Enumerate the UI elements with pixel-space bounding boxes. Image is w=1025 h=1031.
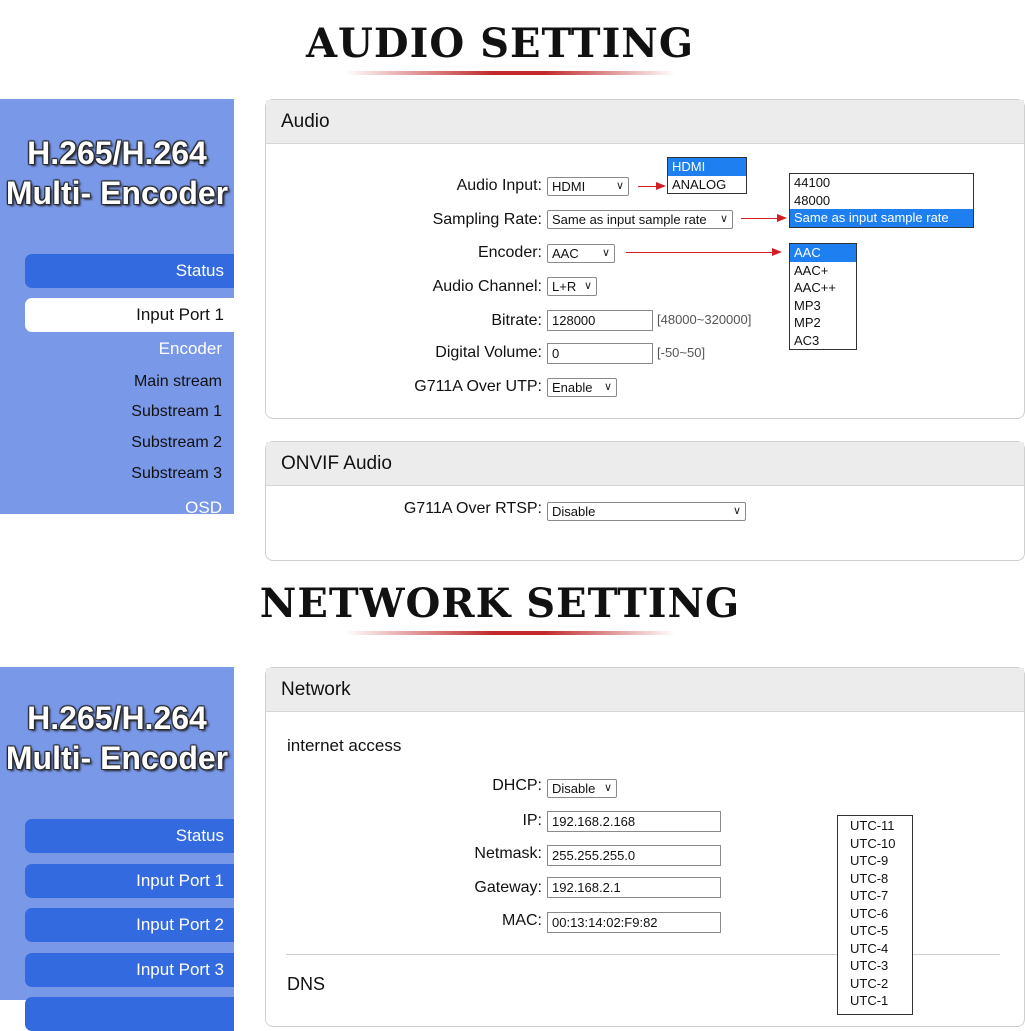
encoder-label: Encoder:	[477, 244, 542, 261]
option-utc-minus-8[interactable]: UTC-8	[850, 870, 889, 886]
network-setting-heading: NETWORK SETTING	[259, 580, 741, 627]
bitrate-input[interactable]: 128000	[547, 310, 653, 331]
dhcp-label: DHCP:	[492, 777, 542, 794]
sampling-rate-select[interactable]: Same as input sample rate ∨	[547, 210, 733, 229]
onvif-audio-title: ONVIF Audio	[266, 442, 1024, 486]
chevron-down-icon: ∨	[603, 381, 612, 393]
nav-substream-3[interactable]: Substream 3	[131, 465, 222, 482]
nav-status[interactable]: Status	[25, 254, 234, 288]
audio-input-label: Audio Input:	[456, 177, 542, 194]
digital-volume-range-hint: [-50~50]	[657, 345, 706, 360]
nav-input-port-2[interactable]: Input Port 2	[25, 908, 234, 942]
option-aac-plus[interactable]: AAC+	[794, 262, 829, 278]
audio-panel	[0, 99, 1000, 519]
g711a-utp-label: G711A Over UTP:	[414, 378, 542, 395]
nav-input-port-3[interactable]: Input Port 3	[25, 953, 234, 987]
audio-channel-select[interactable]: L+R ∨	[547, 277, 597, 296]
nav-main-stream[interactable]: Main stream	[133, 373, 222, 390]
brand-line-1: H.265/H.264	[27, 135, 207, 171]
option-utc-minus-2[interactable]: UTC-2	[850, 975, 889, 991]
nav-next-item[interactable]	[25, 997, 234, 1031]
netmask-input[interactable]: 255.255.255.0	[547, 845, 721, 866]
option-utc-minus-7[interactable]: UTC-7	[850, 888, 889, 903]
sidebar	[0, 667, 234, 1000]
nav-encoder[interactable]: Encoder	[158, 339, 222, 358]
digital-volume-input[interactable]: 0	[547, 343, 653, 364]
audio-heading-underline	[345, 71, 675, 75]
sidebar	[0, 99, 234, 517]
chevron-down-icon: ∨	[732, 505, 741, 517]
ip-input[interactable]: 192.168.2.168	[547, 811, 721, 832]
bitrate-range-hint: [48000~320000]	[657, 312, 752, 327]
audio-input-dropdown	[667, 157, 747, 194]
nav-status[interactable]: Status	[25, 819, 234, 853]
dhcp-select[interactable]: Disable ∨	[547, 779, 617, 798]
nav-input-port-1[interactable]: Input Port 1	[25, 864, 234, 898]
network-card-title: Network	[266, 668, 1024, 712]
internet-access-heading: internet access	[287, 736, 402, 755]
arrow-sampling-rate	[741, 218, 785, 219]
audio-card	[265, 99, 1025, 419]
option-utc-minus-4[interactable]: UTC-4	[850, 940, 889, 956]
brand-line-1: H.265/H.264	[27, 700, 207, 736]
option-utc-minus-11[interactable]: UTC-11	[850, 818, 895, 833]
nav-input-port-1[interactable]: Input Port 1	[25, 298, 234, 332]
audio-setting-heading: AUDIO SETTING	[306, 20, 694, 67]
chevron-down-icon: ∨	[583, 280, 592, 292]
option-mp3[interactable]: MP3	[794, 297, 821, 313]
option-aac-plus-plus[interactable]: AAC++	[794, 280, 836, 295]
audio-card-title: Audio	[266, 100, 1024, 144]
option-hdmi[interactable]: HDMI	[668, 158, 746, 176]
nav-substream-2[interactable]: Substream 2	[131, 434, 222, 451]
gateway-label: Gateway:	[474, 879, 542, 896]
option-same-as-input[interactable]: Same as input sample rate	[790, 209, 973, 227]
digital-volume-label: Digital Volume:	[435, 344, 542, 361]
gateway-input[interactable]: 192.168.2.1	[547, 877, 721, 898]
option-utc-minus-9[interactable]: UTC-9	[850, 853, 889, 868]
encoder-dropdown	[789, 243, 857, 350]
arrow-encoder	[626, 252, 780, 253]
chevron-down-icon: ∨	[719, 213, 728, 225]
option-utc-minus-6[interactable]: UTC-6	[850, 905, 889, 921]
g711a-rtsp-select[interactable]: Disable ∨	[547, 502, 746, 521]
sampling-rate-dropdown	[789, 173, 974, 228]
brand-line-2: Multi- Encoder	[5, 175, 229, 211]
nav-osd[interactable]: OSD	[185, 498, 222, 517]
audio-input-select[interactable]: HDMI ∨	[547, 177, 629, 196]
nav-substream-1[interactable]: Substream 1	[131, 403, 222, 420]
bitrate-label: Bitrate:	[491, 312, 542, 329]
option-utc-minus-1[interactable]: UTC-1	[850, 993, 889, 1008]
mac-label: MAC:	[502, 912, 542, 929]
g711a-rtsp-label: G711A Over RTSP:	[403, 500, 542, 517]
brand-line-2: Multi- Encoder	[5, 740, 229, 776]
arrow-audio-input	[638, 186, 664, 187]
ip-label: IP:	[522, 812, 542, 829]
timezone-dropdown	[837, 815, 913, 1015]
option-44100[interactable]: 44100	[794, 175, 831, 190]
option-ac3[interactable]: AC3	[794, 332, 820, 348]
option-utc-minus-10[interactable]: UTC-10	[850, 835, 896, 851]
netmask-label: Netmask:	[474, 845, 542, 862]
g711a-utp-select[interactable]: Enable ∨	[547, 378, 617, 397]
mac-input[interactable]: 00:13:14:02:F9:82	[547, 912, 721, 933]
option-utc-minus-3[interactable]: UTC-3	[850, 958, 889, 973]
option-utc-minus-5[interactable]: UTC-5	[850, 923, 889, 938]
option-aac[interactable]: AAC	[790, 244, 856, 262]
audio-channel-label: Audio Channel:	[432, 278, 542, 295]
sampling-rate-label: Sampling Rate:	[432, 211, 542, 228]
chevron-down-icon: ∨	[603, 782, 612, 794]
encoder-select[interactable]: AAC ∨	[547, 244, 615, 263]
chevron-down-icon: ∨	[615, 180, 624, 192]
chevron-down-icon: ∨	[601, 247, 610, 259]
network-panel	[0, 667, 1000, 1008]
network-heading-underline	[345, 631, 675, 635]
dns-heading: DNS	[287, 974, 326, 994]
option-48000[interactable]: 48000	[794, 192, 831, 208]
option-mp2[interactable]: MP2	[794, 315, 821, 330]
option-analog[interactable]: ANALOG	[672, 176, 727, 192]
